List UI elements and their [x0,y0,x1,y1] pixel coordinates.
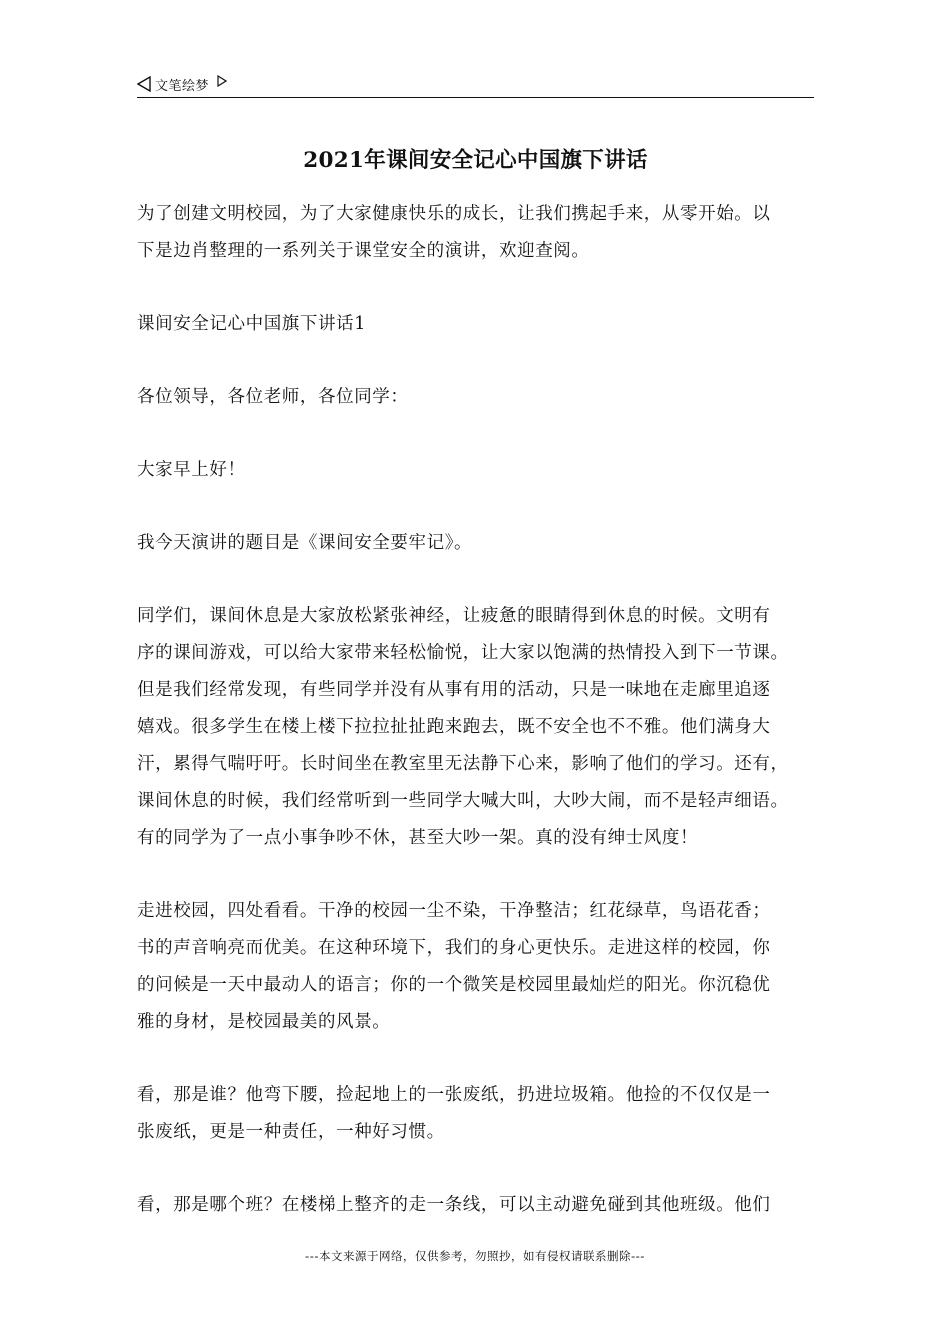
paragraph-line: 但是我们经常发现，有些同学并没有从事有用的活动，只是一味地在走廊里追逐 [137,680,771,700]
body-paragraph [137,525,827,562]
paragraph-line: 课间休息的时候，我们经常听到一些同学大喊大叫，大吵大闹，而不是轻声细语。 [137,791,789,811]
paragraph-line: 雅的身材，是校园最美的风景。 [137,1012,391,1032]
paragraph-line: 为了创建文明校园，为了大家健康快乐的成长，让我们携起手来，从零开始。以 [137,204,771,224]
paragraph-line: 同学们，课间休息是大家放松紧张神经，让疲惫的眼睛得到休息的时候。文明有 [137,606,771,626]
header-divider [137,97,814,98]
page-header [137,74,814,98]
document-title: 2021年课间安全记心中国旗下讲话 [303,148,648,173]
document-body [137,196,827,1260]
body-paragraph [137,1187,827,1224]
paragraph-line: 大家早上好！ [137,460,246,480]
paragraph-line: 走进校园，四处看看。干净的校园一尘不染，干净整洁；红花绿草，鸟语花香； [137,901,771,921]
paragraph-line: 嬉戏。很多学生在楼上楼下拉拉扯扯跑来跑去，既不安全也不不雅。他们满身大 [137,717,771,737]
paragraph-line: 课间安全记心中国旗下讲话1 [137,314,366,334]
paragraph-line: 书的声音响亮而优美。在这种环境下，我们的身心更快乐。走进这样的校园，你 [137,938,771,958]
paragraph-line: 有的同学为了一点小事争吵不休，甚至大吵一架。真的没有绅士风度！ [137,828,699,848]
header-brand-group [137,74,227,94]
body-paragraph [137,598,827,857]
paragraph-line: 汗，累得气喘吁吁。长时间坐在教室里无法静下心来，影响了他们的学习。还有， [137,754,789,774]
paragraph-line: 的问候是一天中最动人的语言；你的一个微笑是校园里最灿烂的阳光。你沉稳优 [137,975,771,995]
triangle-left-icon [137,76,151,92]
paragraph-line: 序的课间游戏，可以给大家带来轻松愉悦，让大家以饱满的热情投入到下一节课。 [137,643,789,663]
triangle-right-icon [217,75,227,87]
body-paragraph [137,1077,827,1151]
paragraph-line: 下是边肖整理的一系列关于课堂安全的演讲，欢迎查阅。 [137,241,590,261]
paragraph-line: 张废纸，更是一种责任，一种好习惯。 [137,1122,445,1142]
body-paragraph [137,379,827,416]
header-brand-text: 文笔绘梦 [155,78,210,94]
body-paragraph [137,196,827,270]
paragraph-line: 我今天演讲的题目是《课间安全要牢记》。 [137,533,473,553]
body-paragraph [137,452,827,489]
body-paragraph [137,306,827,343]
paragraph-line: 看，那是哪个班？在楼梯上整齐的走一条线，可以主动避免碰到其他班级。他们 [137,1195,771,1215]
footer-disclaimer: ---本文来源于网络，仅供参考，勿照抄，如有侵权请联系删除--- [305,1249,645,1263]
paragraph-line: 看，那是谁？他弯下腰，捡起地上的一张废纸，扔进垃圾箱。他捡的不仅仅是一 [137,1085,771,1105]
body-paragraph [137,893,827,1041]
paragraph-line: 各位领导，各位老师，各位同学： [137,387,409,407]
